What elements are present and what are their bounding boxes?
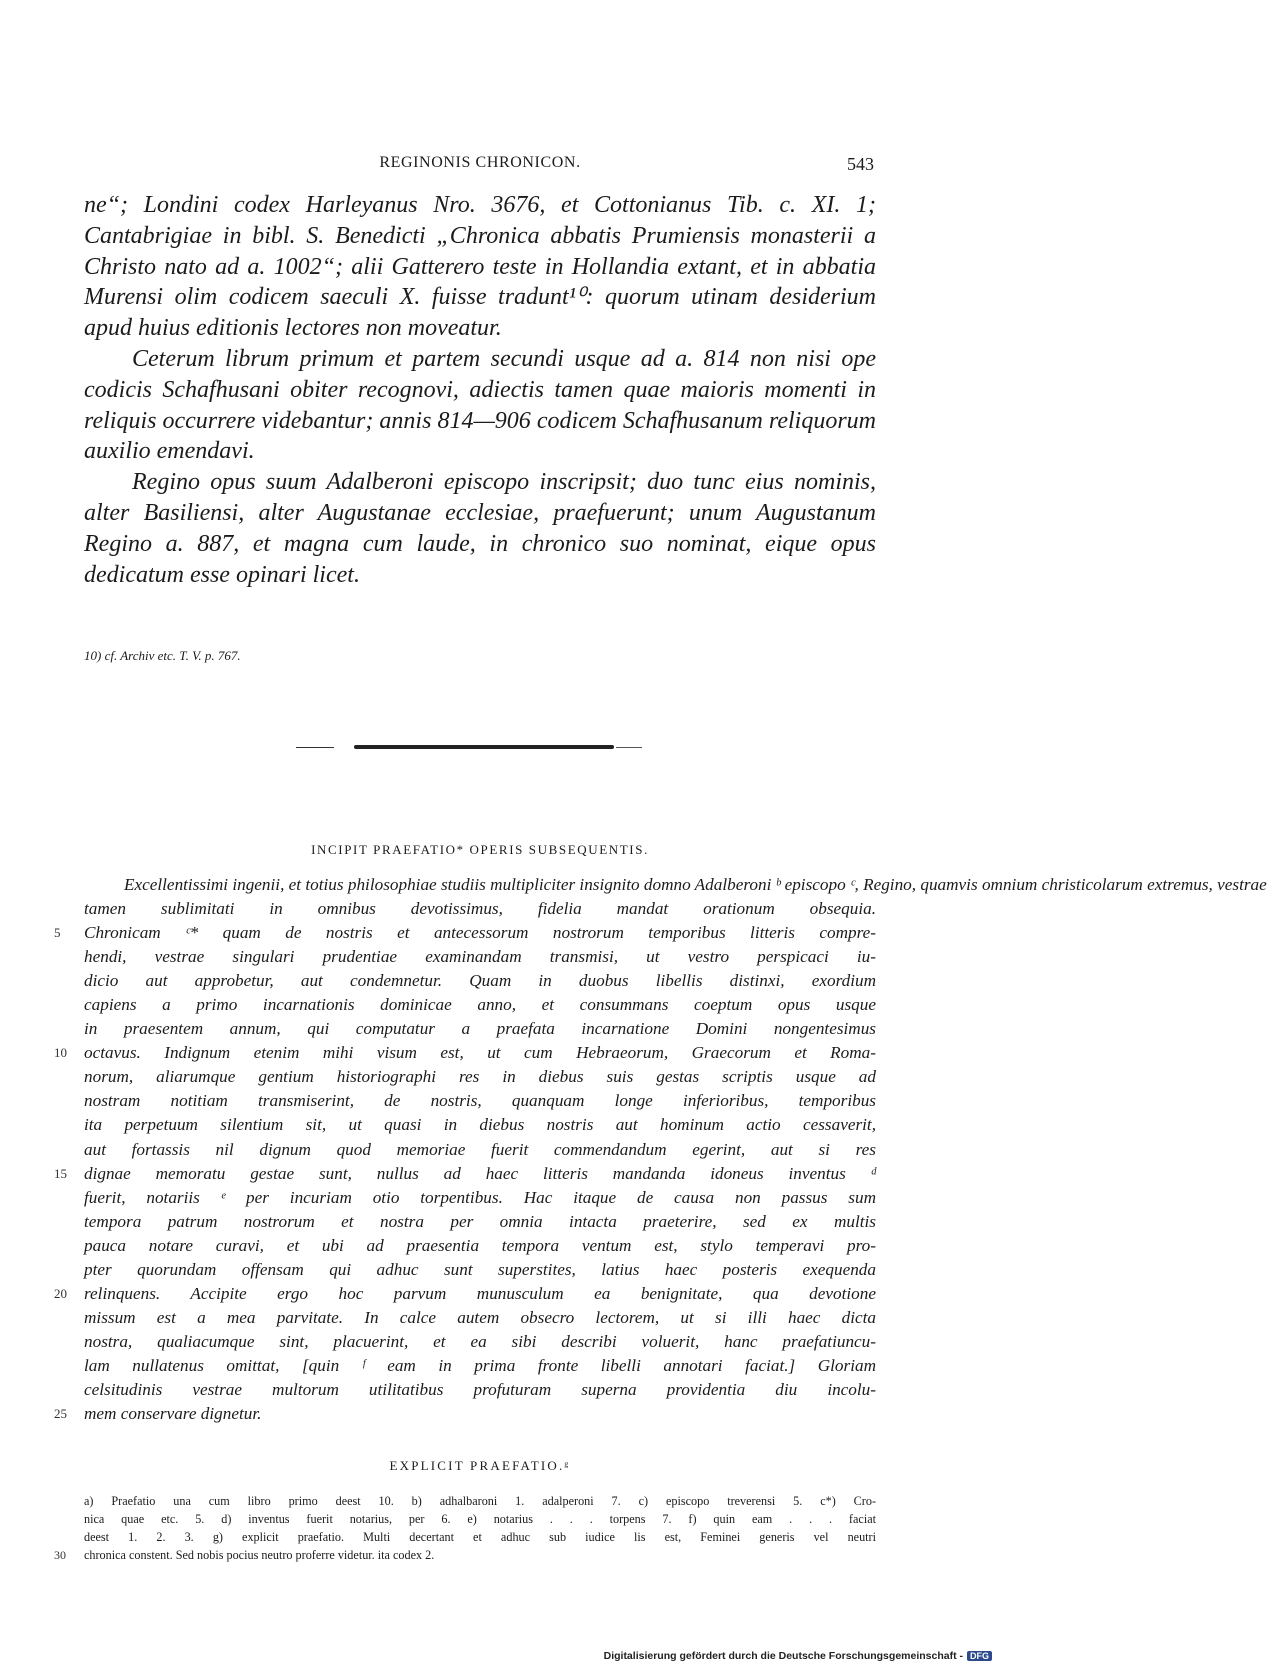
divider-rule-center xyxy=(354,745,614,749)
preface-line: celsitudinis vestrae multorum utilitatibus profuturam superna providentia diu incolu- xyxy=(84,1379,876,1399)
line-number: 15 xyxy=(54,1165,67,1181)
credit-text: Digitalisierung gefördert durch die Deutsche Forschungsgemeinschaft - xyxy=(603,1650,963,1662)
preface-line: missum est a mea parvitate. In calce autem obsecro lectorem, ut si illi haec dicta xyxy=(84,1307,876,1327)
preface-title: INCIPIT PRAEFATIO* OPERIS SUBSEQUENTIS. xyxy=(311,842,649,857)
page-header xyxy=(86,154,874,178)
preface-line xyxy=(54,1282,876,1306)
preface-line: nostram notitiam transmiserint, de nostris, quanquam longe inferioribus, temporibus xyxy=(84,1091,876,1111)
divider-rule-left xyxy=(296,747,334,748)
dfg-logo-icon: DFG xyxy=(967,1651,992,1661)
preface-line: capiens a primo incarnationis dominicae anno, et consummans coeptum opus usque xyxy=(84,995,876,1015)
preface-line-text: octavus. Indignum etenim mihi visum est, ut cum Hebraeorum, Graecorum et Roma- xyxy=(84,1043,876,1063)
footnote-line xyxy=(54,1546,876,1564)
preface-line: lam nullatenus omittat, [quin ᶠ eam in prima fronte libelli annotari faciat.] Gloriam xyxy=(84,1355,876,1375)
preface-line-text: dignae memoratu gestae sunt, nullus ad haec litteris mandanda idoneus inventus ᵈ xyxy=(84,1163,876,1183)
line-number: 20 xyxy=(54,1285,67,1301)
preface-line-text: mem conservare dignetur. xyxy=(84,1404,262,1424)
divider-rule-right xyxy=(616,747,642,748)
preface-line: fuerit, notariis ᵉ per incuriam otio torpentibus. Hac itaque de causa non passus sum xyxy=(84,1187,876,1207)
preface-line: norum, aliarumque gentium historiographi res in diebus suis gestas scriptis usque ad xyxy=(84,1067,876,1087)
line-number: 25 xyxy=(54,1406,67,1422)
page-number: 543 xyxy=(847,154,874,174)
preface-line: ita perpetuum silentium sit, ut quasi in diebus nostris aut hominum actio cessaverit, xyxy=(84,1115,876,1135)
preface-line: pter quorundam offensam qui adhuc sunt superstites, latius haec posteris exequenda xyxy=(84,1259,876,1279)
preface-line xyxy=(54,1041,876,1065)
preface-line: in praesentem annum, qui computatur a praefata incarnatione Domini nongentesimus xyxy=(84,1019,876,1039)
intro-paragraph-1: ne“; Londini codex Harleyanus Nro. 3676, et Cottonianus Tib. c. XI. 1; Cantabrigiae in bibl. S. Benedicti „Chronica abbatis Prumiensis monasterii a Christo nato ad a. 1002“; alii Gatterero teste in Hollandia extant, et in abbatia Murensi olim codicem saeculi X. fuisse tradunt¹⁰: quorum utinam desiderium apud huius editionis lectores non moveatur. xyxy=(84,192,876,342)
intro-paragraph-2: Ceterum librum primum et partem secundi usque ad a. 814 non nisi ope codicis Schafhusani obiter recognovi, adiectis tamen quae maioris momenti in reliquis occurrere videbantur; annis 814—906 codicem Schafhusanum reliquorum auxilio emendavi. xyxy=(84,345,876,465)
preface-line: tamen sublimitati in omnibus devotissimus, fidelia mandat orationum obsequia. xyxy=(84,899,876,919)
preface-line: Excellentissimi ingenii, et totius philosophiae studiis multipliciter insignito domno Adalberoni ᵇ episcopo ᶜ, Regino, quamvis omnium christicolarum extremus, vestrae xyxy=(124,875,1267,894)
preface-line xyxy=(54,1162,876,1186)
preface-line-text: Chronicam ᶜ* quam de nostris et antecessorum nostrorum temporibus litteris compre- xyxy=(84,923,876,943)
footnote-line: a) Praefatio una cum libro primo deest 10. b) adhalbaroni 1. adalperoni 7. c) episcopo treverensi 5. c*) Cro- xyxy=(84,1494,876,1508)
intro-paragraph-3: Regino opus suum Adalberoni episcopo inscripsit; duo tunc eius nominis, alter Basiliensi, alter Augustanae ecclesiae, praefuerunt; unum Augustanum Regino a. 887, et magna cum laude, in chronico suo nominat, eique opus dedicatum esse opinari licet. xyxy=(84,469,876,588)
preface-line: tempora patrum nostrorum et nostra per omnia intacta praeterire, sed ex multis xyxy=(84,1211,876,1231)
preface-closing: EXPLICIT PRAEFATIO.ᵍ xyxy=(389,1458,571,1473)
line-number: 10 xyxy=(54,1045,67,1061)
intro-footnote: 10) cf. Archiv etc. T. V. p. 767. xyxy=(84,648,241,663)
line-number: 30 xyxy=(54,1548,66,1562)
footnote-line: deest 1. 2. 3. g) explicit praefatio. Multi decertant et adhuc sub iudice lis est, Feminei generis vel neutri xyxy=(84,1530,876,1544)
digitization-credit xyxy=(604,1650,992,1662)
preface-line: aut fortassis nil dignum quod memoriae fuerit commendandum egerint, aut si res xyxy=(84,1139,876,1159)
preface-line xyxy=(54,921,876,945)
intro-text xyxy=(84,190,876,590)
footnote-line: nica quae etc. 5. d) inventus fuerit notarius, per 6. e) notarius . . . torpens 7. f) quin eam . . . faciat xyxy=(84,1512,876,1526)
preface-line-text: relinquens. Accipite ergo hoc parvum munusculum ea benignitate, qua devotione xyxy=(84,1283,876,1303)
preface-line: dicio aut approbetur, aut condemnetur. Quam in duobus libellis distinxi, exordium xyxy=(84,971,876,991)
preface-line: hendi, vestrae singulari prudentiae examinandam transmisi, ut vestro perspicaci iu- xyxy=(84,947,876,967)
preface-text xyxy=(54,873,1267,1426)
footnote-line-text: chronica constent. Sed nobis pocius neutro proferre videtur. ita codex 2. xyxy=(84,1548,435,1562)
section-divider xyxy=(296,744,656,752)
line-number: 5 xyxy=(54,925,61,941)
preface-line: nostra, qualiacumque sint, placuerint, et ea sibi describi voluerit, hanc praefatiuncu- xyxy=(84,1331,876,1351)
running-title: REGINONIS CHRONICON. xyxy=(379,154,581,171)
preface-line: pauca notare curavi, et ubi ad praesentia tempora ventum est, stylo temperavi pro- xyxy=(84,1235,876,1255)
preface-line xyxy=(54,1402,876,1426)
footnotes xyxy=(54,1492,876,1564)
